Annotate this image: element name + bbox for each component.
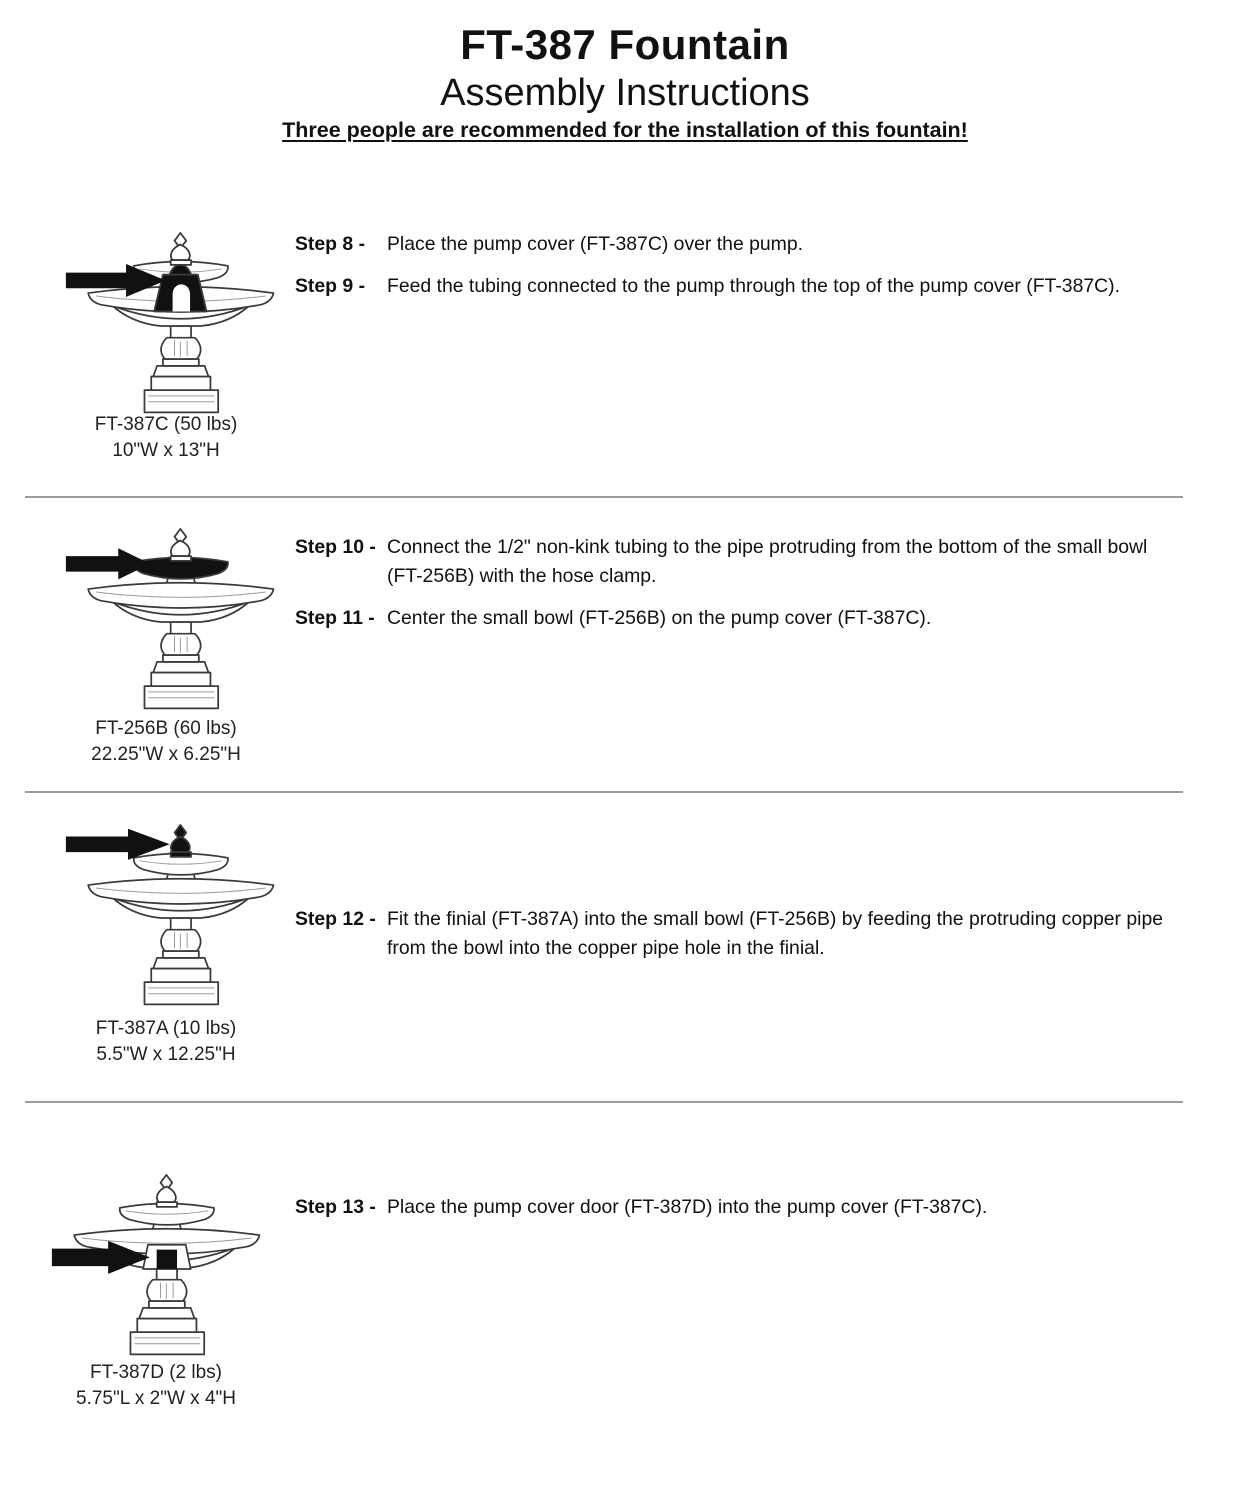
page-title: FT-387 Fountain	[460, 21, 790, 68]
assembly-step	[295, 533, 1185, 591]
section-divider	[25, 1101, 1183, 1103]
part-dimensions: 10"W x 13"H	[112, 440, 220, 461]
steps-block	[295, 905, 1185, 976]
document-header	[0, 22, 1250, 143]
step-label: Step 13 -	[295, 1196, 376, 1218]
step-description: Place the pump cover (FT-387C) over the pump.	[387, 233, 804, 255]
steps-block	[295, 1193, 1185, 1235]
pointer-arrow-icon	[66, 548, 150, 579]
page-subtitle: Assembly Instructions	[440, 72, 810, 115]
step-description: Fit the finial (FT-387A) into the small bowl (FT-256B) by feeding the protruding copper pipe from the bowl into the copper pipe hole in the finial.	[387, 908, 1164, 959]
part-number-weight: FT-256B (60 lbs)	[95, 718, 237, 739]
step-description: Place the pump cover door (FT-387D) into the pump cover (FT-387C).	[387, 1196, 988, 1218]
step-label: Step 9 -	[295, 275, 366, 297]
step-label: Step 12 -	[295, 908, 376, 930]
part-number-weight: FT-387C (50 lbs)	[94, 414, 238, 435]
part-dimensions: 22.25"W x 6.25"H	[91, 744, 241, 765]
steps-block	[295, 533, 1185, 646]
part-caption	[20, 1016, 312, 1068]
assembly-step	[295, 905, 1185, 963]
section-divider	[25, 496, 1183, 498]
step-label: Step 8 -	[295, 233, 366, 255]
part-caption	[10, 1360, 302, 1412]
part-caption	[20, 716, 312, 768]
part-number-weight: FT-387A (10 lbs)	[95, 1018, 237, 1039]
section-divider	[25, 791, 1183, 793]
fountain-illustration	[62, 228, 290, 428]
part-dimensions: 5.75"L x 2"W x 4"H	[76, 1388, 236, 1409]
assembly-step	[295, 230, 1185, 259]
part-caption	[20, 412, 312, 464]
step-description: Center the small bowl (FT-256B) on the pump cover (FT-387C).	[387, 607, 932, 629]
step-description: Feed the tubing connected to the pump through the top of the pump cover (FT-387C).	[387, 275, 1120, 297]
step-description: Connect the 1/2" non-kink tubing to the pipe protruding from the bottom of the small bowl (FT-256B) with the hose clamp.	[387, 536, 1148, 587]
part-number-weight: FT-387D (2 lbs)	[90, 1362, 222, 1383]
assembly-step	[295, 604, 1185, 633]
installation-note: Three people are recommended for the installation of this fountain!	[282, 117, 968, 142]
fountain-illustration	[62, 820, 290, 1020]
fountain-illustration	[62, 524, 290, 724]
step-label: Step 10 -	[295, 536, 376, 558]
step-label: Step 11 -	[295, 607, 375, 629]
part-dimensions: 5.5"W x 12.25"H	[96, 1044, 236, 1065]
assembly-step	[295, 1193, 1185, 1222]
assembly-step	[295, 272, 1185, 301]
fountain-illustration	[48, 1170, 276, 1370]
steps-block	[295, 230, 1185, 314]
